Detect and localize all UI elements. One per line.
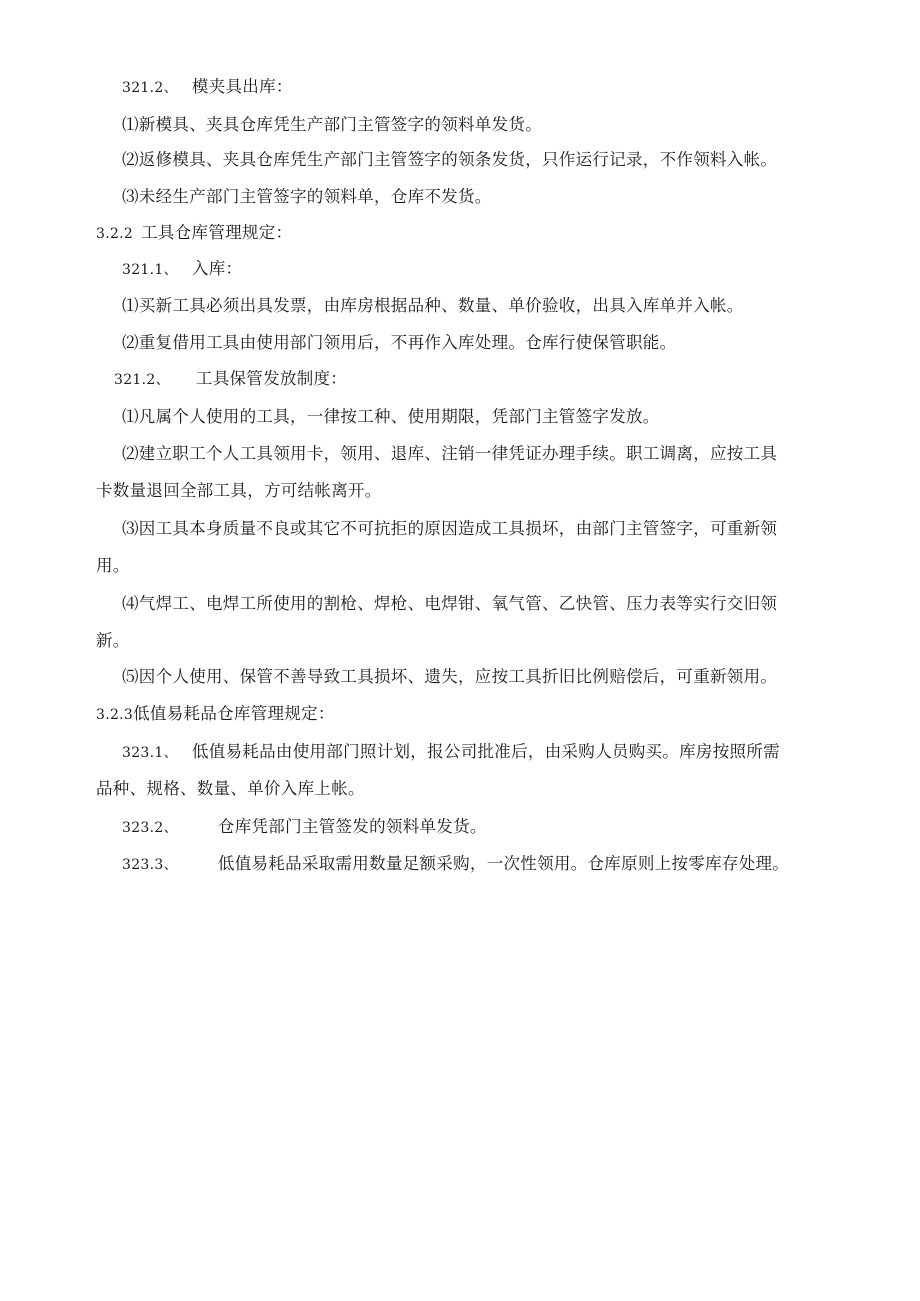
paragraph-line: 品种、规格、数量、单价入库上帐。 [96,779,365,798]
clause-title: 工具保管发放制度： [195,369,348,388]
paragraph-line: ⑵重复借用工具由使用部门领用后，不再作入库处理。仓库行使保管职能。 [122,333,677,352]
section-heading [96,222,292,245]
paragraph-line: ⑴新模具、夹具仓库凭生产部门主管签字的领料单发货。 [122,115,542,134]
clause-body: 低值易耗品采取需用数量足额采购，一次性领用。仓库原则上按零库存处理。 [217,854,790,873]
paragraph-line: 用。 [96,556,130,575]
clause-heading [122,741,780,764]
clause-heading [122,258,242,281]
section-title: 低值易耗品仓库管理规定： [133,704,335,723]
paragraph-line: ⑵返修模具、夹具仓库凭生产部门主管签字的领条发货，只作运行记录，不作领料入帐。 [122,150,778,169]
clause-body: 低值易耗品由使用部门照计划，报公司批准后，由采购人员购买。库房按照所需 [191,742,780,761]
clause-number: 323.2、 [122,820,178,836]
clause-number: 323.1、 [122,745,178,761]
clause-heading [122,853,789,876]
paragraph-line: ⑴买新工具必须出具发票，由库房根据品种、数量、单价验收，出具入库单并入帐。 [122,296,744,315]
clause-number: 321.2、 [114,372,170,388]
clause-number: 321.1、 [122,262,178,278]
clause-number: 323.3、 [122,857,178,873]
paragraph-line: 新。 [96,631,130,650]
clause-heading [122,816,487,839]
paragraph-line: 卡数量退回全部工具，方可结帐离开。 [96,481,382,500]
section-number: 3.2.3 [96,707,134,723]
paragraph-line: ⑵建立职工个人工具领用卡，领用、退库、注销一律凭证办理手续。职工调离，应按工具 [122,444,778,463]
paragraph-line: ⑶未经生产部门主管签字的领料单，仓库不发货。 [122,187,492,206]
section-number: 3.2.2 [96,226,134,242]
paragraph-line: ⑸因个人使用、保管不善导致工具损坏、遗失，应按工具折旧比例赔偿后，可重新领用。 [122,667,778,686]
clause-body: 仓库凭部门主管签发的领料单发货。 [217,817,487,836]
clause-number: 321.2、 [122,80,178,96]
paragraph-line: ⑴凡属个人使用的工具，一律按工种、使用期限，凭部门主管签字发放。 [122,407,660,426]
section-heading [96,703,335,726]
paragraph-line: ⑶因工具本身质量不良或其它不可抗拒的原因造成工具损坏，由部门主管签字，可重新领 [122,519,778,538]
clause-title: 模夹具出库： [191,77,293,96]
clause-title: 入库： [191,259,243,278]
clause-heading [114,368,347,391]
section-title: 工具仓库管理规定： [141,223,293,242]
paragraph-line: ⑷气焊工、电焊工所使用的割枪、焊枪、电焊钳、氧气管、乙快管、压力表等实行交旧领 [122,594,778,613]
clause-heading [122,76,293,99]
